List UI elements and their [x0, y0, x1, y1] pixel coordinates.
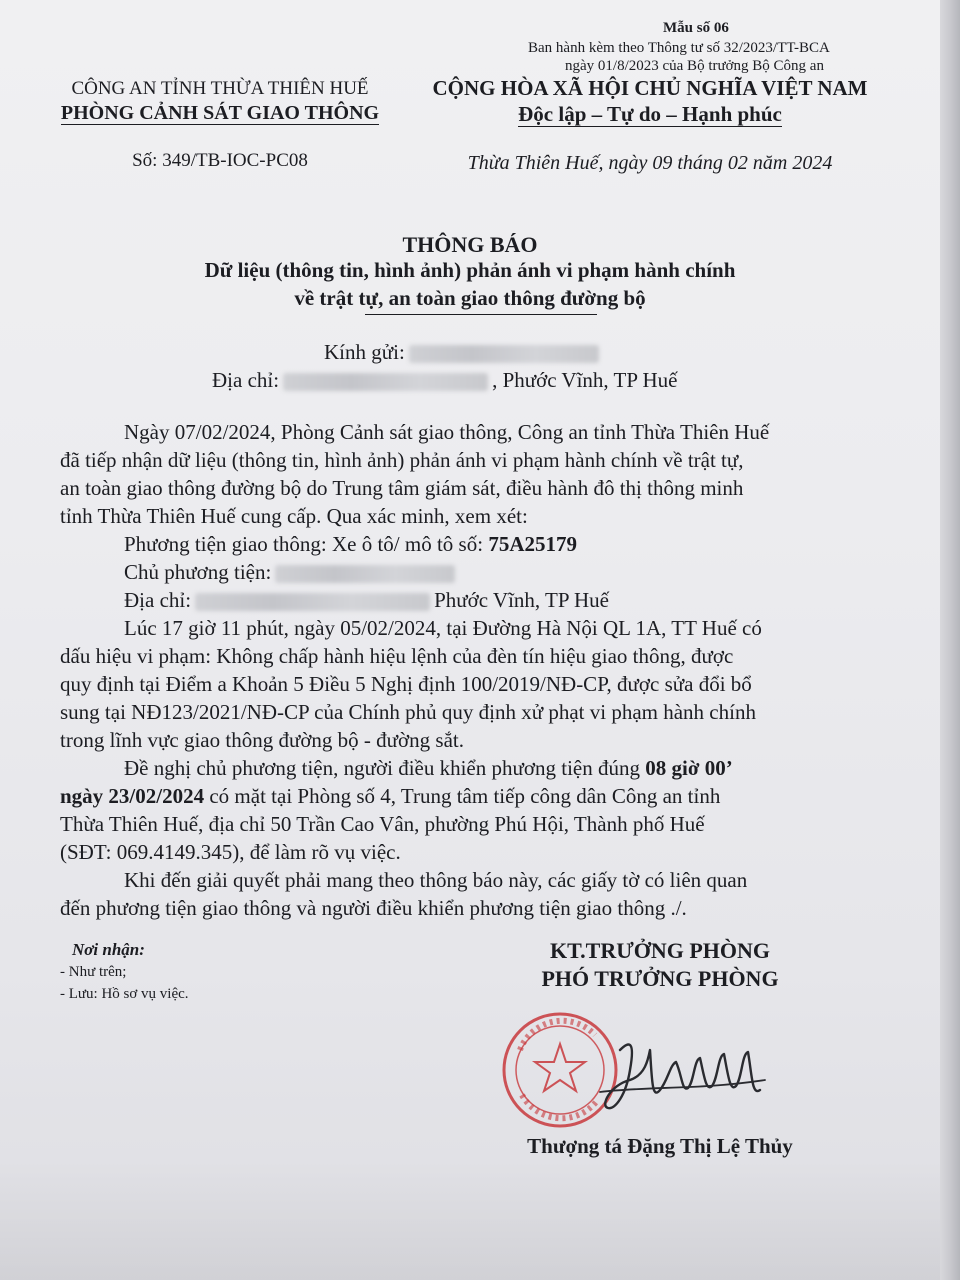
form-issued-line1: Ban hành kèm theo Thông tư số 32/2023/TT-BCA — [528, 40, 830, 56]
owner-line — [60, 558, 870, 586]
recipient-address-label: Địa chỉ: — [212, 368, 280, 392]
appointment-time: 08 giờ 00’ — [645, 756, 733, 780]
title-underline — [365, 314, 597, 315]
recipient-address-line — [212, 368, 678, 393]
owner-address-line — [60, 586, 870, 614]
notice-subtitle-line1: Dữ liệu (thông tin, hình ảnh) phản ánh vi phạm hành chính — [204, 258, 736, 282]
notice-heading: THÔNG BÁO — [402, 232, 538, 257]
body-p4-line1: Khi đến giải quyết phải mang theo thông báo này, các giấy tờ có liên quan — [124, 868, 748, 892]
signature-icon — [590, 1030, 770, 1120]
body-p3-line3: Thừa Thiên Huế, địa chỉ 50 Trần Cao Vân, phường Phú Hội, Thành phố Huế — [60, 812, 705, 836]
body-p2-line1: Lúc 17 giờ 11 phút, ngày 05/02/2024, tại Đường Hà Nội QL 1A, TT Huế có — [124, 616, 762, 640]
body-p3-line1 — [60, 754, 870, 782]
recipient-address-redacted — [283, 373, 488, 391]
owner-address-suffix: Phước Vĩnh, TP Huế — [434, 588, 610, 612]
owner-address-redacted — [195, 593, 430, 611]
sign-title-1: KT.TRƯỞNG PHÒNG — [550, 938, 770, 963]
form-issued-line2: ngày 01/8/2023 của Bộ trưởng Bộ Công an — [565, 58, 824, 74]
body-p2-line5: trong lĩnh vực giao thông đường bộ - đường sắt. — [60, 728, 464, 752]
body-p3-line4: (SĐT: 069.4149.345), để làm rõ vụ việc. — [60, 840, 401, 864]
body-p3-line2-text: có mặt tại Phòng số 4, Trung tâm tiếp công dân Công an tỉnh — [204, 784, 721, 808]
nation-motto — [410, 102, 890, 127]
form-number: Mẫu số 06 — [663, 20, 729, 36]
body-p1-line4: tỉnh Thừa Thiên Huế cung cấp. Qua xác minh, xem xét: — [60, 504, 528, 528]
appointment-date: ngày 23/02/2024 — [60, 784, 205, 808]
body-p2-line2: dấu hiệu vi phạm: Không chấp hành hiệu lệnh của đèn tín hiệu giao thông, được — [60, 644, 734, 668]
document-number: Số: 349/TB-IOC-PC08 — [132, 150, 308, 171]
body-p3-line2 — [60, 782, 870, 810]
agency-name-text: PHÒNG CẢNH SÁT GIAO THÔNG — [60, 102, 380, 124]
owner-name-redacted — [275, 565, 455, 583]
place-date: Thừa Thiên Huế, ngày 09 tháng 02 năm 2024 — [467, 152, 833, 174]
vehicle-label: Phương tiện giao thông: Xe ô tô/ mô tô số: — [124, 532, 489, 556]
signer-name: Thượng tá Đặng Thị Lệ Thủy — [527, 1134, 793, 1158]
body-p2-line3: quy định tại Điểm a Khoản 5 Điều 5 Nghị định 100/2019/NĐ-CP, được sửa đổi bổ — [60, 672, 752, 696]
body-paragraph-1 — [60, 418, 870, 922]
notice-subtitle-line2: về trật tự, an toàn giao thông đường bộ — [294, 286, 646, 310]
vehicle-plate: 75A25179 — [488, 532, 577, 556]
body-p1-line1: Ngày 07/02/2024, Phòng Cảnh sát giao thông, Công an tỉnh Thừa Thiên Huế — [124, 420, 770, 444]
recipient-line — [324, 340, 603, 365]
recipients-item-2: - Lưu: Hồ sơ vụ việc. — [60, 986, 189, 1002]
body-p2-line4: sung tại NĐ123/2021/NĐ-CP của Chính phủ quy định xử phạt vi phạm hành chính — [60, 700, 756, 724]
owner-address-label: Địa chỉ: — [124, 588, 192, 612]
agency-parent: CÔNG AN TỈNH THỪA THIÊN HUẾ — [71, 78, 369, 99]
body-p1-line3: an toàn giao thông đường bộ do Trung tâm giám sát, điều hành đô thị thông minh — [60, 476, 744, 500]
nation-name: CỘNG HÒA XÃ HỘI CHỦ NGHĨA VIỆT NAM — [432, 76, 868, 100]
recipients-item-1: - Như trên; — [60, 964, 127, 980]
page-shadow — [0, 1160, 940, 1280]
sign-title-2: PHÓ TRƯỞNG PHÒNG — [541, 966, 779, 991]
recipient-name-redacted — [409, 345, 599, 363]
vehicle-line — [60, 530, 870, 558]
body-p4-line2: đến phương tiện giao thông và người điều khiển phương tiện giao thông ./. — [60, 896, 687, 920]
recipients-title: Nơi nhận: — [72, 940, 145, 959]
body-p3-line1-text: Đề nghị chủ phương tiện, người điều khiển phương tiện đúng — [124, 756, 646, 780]
agency-name — [30, 102, 410, 125]
recipient-label: Kính gửi: — [324, 340, 405, 364]
owner-label: Chủ phương tiện: — [124, 560, 272, 584]
body-p1-line2: đã tiếp nhận dữ liệu (thông tin, hình ảnh) phản ánh vi phạm hành chính về trật tự, — [60, 448, 744, 472]
paper-edge — [940, 0, 960, 1280]
nation-motto-text: Độc lập – Tự do – Hạnh phúc — [518, 102, 782, 126]
recipient-address-suffix: , Phước Vĩnh, TP Huế — [492, 368, 678, 392]
